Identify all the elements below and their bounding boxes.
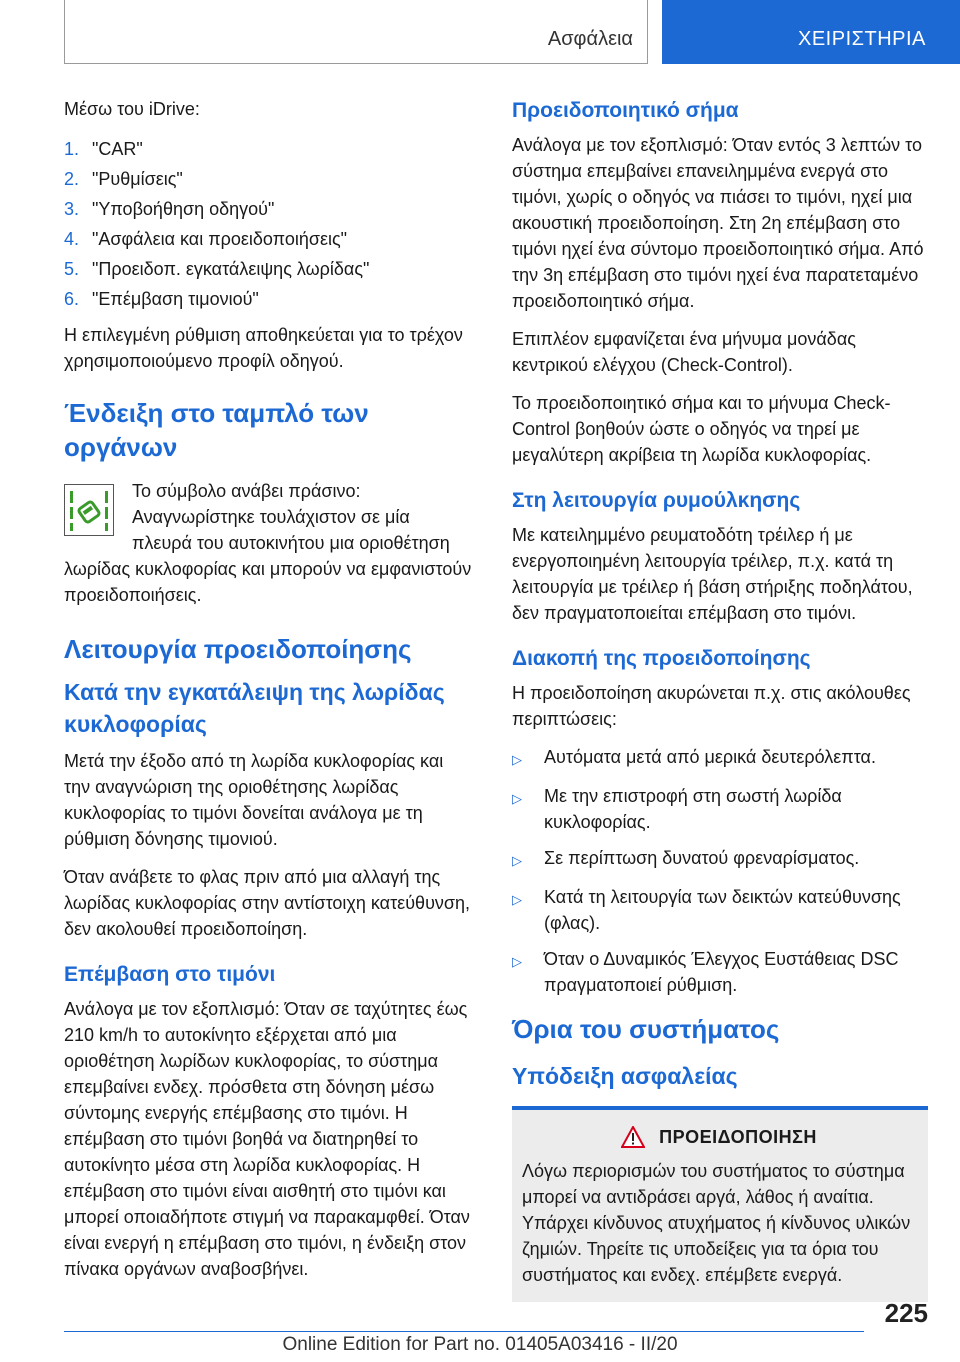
warning-title: ΠΡΟΕΙΔΟΠΟΙΗΣΗ (659, 1126, 817, 1147)
steering-heading: Επέμβαση στο τιμόνι (64, 963, 276, 986)
page-number: 225 (884, 1298, 928, 1328)
step-text: "Υποβοήθηση οδηγού" (92, 199, 275, 219)
list-item-text: Όταν ο Δυναμικός Έλεγχος Ευστάθειας DSC πραγματοποιεί ρύθμιση. (544, 949, 899, 995)
signal-heading: Προειδοποιητικό σήμα (512, 99, 739, 122)
step-text: "Επέμβαση τιμονιού" (92, 289, 259, 309)
list-item (512, 946, 928, 998)
steering-text: Ανάλογα με τον εξοπλισμό: Όταν σε ταχύτητες έως 210 km/h το αυτοκίνητο εξέρχεται από μια οριοθέτηση λωρίδων κυκλοφορίας, το σύστημα επεμβαίνει ενδεχ. πρόσθετα στη δόνηση μέσω σύντομης ενεργής επέμβασης στο τιμόνι. Η επέμβαση στο τιμόνι βοηθά να διατηρηθεί το αυτοκίνητο μέσα στη λωρίδα κυκλοφορίας. Η επέμβαση στο τιμόνι είναι αισθητή στο τιμόνι και μπορεί οποιαδήποτε στιγμή να παρακαμφθεί. Όταν είναι ενεργή η επέμβαση στο τιμόνι, η ένδειξη στον πίνακα οργάνων αναβοσβήνει. (64, 999, 470, 1279)
idrive-intro: Μέσω του iDrive: (64, 99, 200, 119)
list-item-text: Με την επιστροφή στη σωστή λωρίδα κυκλοφορίας. (544, 786, 842, 832)
list-item (512, 845, 928, 874)
menu-steps (64, 134, 474, 314)
section-box (64, 0, 648, 64)
triangle-bullet-icon: ▷ (512, 892, 522, 907)
function-heading: Λειτουργία προειδοποίησης (64, 634, 412, 664)
step-text: "CAR" (92, 139, 143, 159)
display-section (64, 478, 474, 608)
interrupt-heading: Διακοπή της προειδοποίησης (512, 647, 811, 670)
footer-divider (64, 1331, 864, 1332)
list-item-text: Κατά τη λειτουργία των δεικτών κατεύθυνσης (φλας). (544, 887, 901, 933)
section-title: Ασφάλεια (547, 28, 633, 50)
step-item (64, 164, 474, 194)
list-item (512, 884, 928, 936)
list-item (512, 744, 928, 773)
step-item (64, 134, 474, 164)
lane-departure-icon-graphic (65, 485, 113, 535)
leaving-heading: Κατά την εγκατάλειψη της λωρίδας κυκλοφορίας (64, 679, 445, 737)
leaving-paragraph-2: Όταν ανάβετε το φλας πριν από μια αλλαγή της λωρίδας κυκλοφορίας στην αντίστοιχη κατεύθυνση, δεν ακολουθεί προειδοποίηση. (64, 867, 471, 939)
triangle-bullet-icon: ▷ (512, 791, 522, 806)
signal-paragraph-3: Το προειδοποιητικό σήμα και το μήνυμα Check-Control βοηθούν ώστε ο οδηγός να τηρεί με μεγαλύτερη ακρίβεια τη λωρίδα κυκλοφορίας. (512, 393, 891, 465)
step-number: 3. (64, 199, 80, 219)
trailer-text: Με κατειλημμένο ρευματοδότη τρέιλερ ή με ενεργοποιημένη λειτουργία τρέιλερ, π.χ. κατά τη λειτουργία με τρέιλερ ή βάση στήριξης ποδηλάτου, δεν πραγματοποιείται επέμβαση στο τιμόνι. (512, 525, 913, 623)
display-heading: Ένδειξη στο ταμπλό των οργάνων (64, 398, 369, 462)
step-number: 2. (64, 169, 80, 189)
display-text: Το σύμβολο ανάβει πράσινο: Αναγνωρίστηκε τουλάχιστον σε μία πλευρά του αυτοκινήτου μια οριοθέτηση λωρίδας κυκλοφορίας και μπορούν να εμφανιστούν προειδοποιήσεις. (64, 481, 472, 605)
step-item (64, 194, 474, 224)
edition-note: Online Edition for Part no. 01405A03416 - II/20 (282, 1334, 678, 1355)
right-column (512, 96, 928, 1302)
trailer-heading: Στη λειτουργία ρυμούλκησης (512, 489, 801, 512)
list-item-text: Αυτόματα μετά από μερικά δευτερόλεπτα. (544, 747, 876, 767)
lane-departure-icon (64, 484, 114, 536)
step-text: "Προειδοπ. εγκατάλειψης λωρίδας" (92, 259, 370, 279)
page-header (0, 0, 960, 66)
step-text: "Ασφάλεια και προειδοποιήσεις" (92, 229, 348, 249)
list-item (512, 783, 928, 835)
step-item (64, 224, 474, 254)
signal-paragraph-1: Ανάλογα με τον εξοπλισμό: Όταν εντός 3 λεπτών το σύστημα επεμβαίνει επανειλημμένα ενεργά στο τιμόνι, χωρίς ο οδηγός να πιάσει το τιμόνι, ηχεί μια ακουστική προειδοποίηση. Στη 2η επέμβαση στο τιμόνι ηχεί ένα σύντομο προειδοποιητικό σήμα. Από την 3η επέμβαση στο τιμόνι ηχεί ένα παρατεταμένο προειδοποιητικό σήμα. (512, 135, 924, 311)
warning-box (512, 1106, 928, 1302)
triangle-bullet-icon: ▷ (512, 954, 522, 969)
step-text: "Ρυθμίσεις" (92, 169, 183, 189)
signal-paragraph-2: Επιπλέον εμφανίζεται ένα μήνυμα μονάδας κεντρικού ελέγχου (Check-Control). (512, 329, 856, 375)
warning-header (522, 1126, 916, 1148)
step-number: 5. (64, 259, 80, 279)
warning-triangle-icon (621, 1126, 645, 1148)
step-number: 6. (64, 289, 80, 309)
left-column (64, 96, 474, 1294)
triangle-bullet-icon: ▷ (512, 752, 522, 767)
step-number: 1. (64, 139, 80, 159)
chapter-tab: ΧΕΙΡΙΣΤΗΡΙΑ (662, 0, 960, 64)
step-item (64, 284, 474, 314)
triangle-bullet-icon: ▷ (512, 853, 522, 868)
interrupt-list (512, 744, 928, 998)
leaving-paragraph-1: Μετά την έξοδο από τη λωρίδα κυκλοφορίας και την αναγνώριση της οριοθέτησης λωρίδας κυκλοφορίας το τιμόνι δονείται ανάλογα με τη ρύθμιση δόνησης τιμονιού. (64, 751, 444, 849)
limits-heading: Όρια του συστήματος (512, 1014, 780, 1044)
safety-heading: Υπόδειξη ασφαλείας (512, 1063, 738, 1089)
list-item-text: Σε περίπτωση δυνατού φρεναρίσματος. (544, 848, 860, 868)
step-item (64, 254, 474, 284)
saved-note: Η επιλεγμένη ρύθμιση αποθηκεύεται για το τρέχον χρησιμοποιούμενο προφίλ οδηγού. (64, 325, 463, 371)
warning-text: Λόγω περιορισμών του συστήματος το σύστημα μπορεί να αντιδράσει αργά, λάθος ή αναίτια. Υπάρχει κίνδυνος ατυχήματος ή κίνδυνος υλικών ζημιών. Τηρείτε τις υποδείξεις για τα όρια του συστήματος και ενδεχ. επέμβετε ενεργά. (522, 1161, 911, 1285)
step-number: 4. (64, 229, 80, 249)
interrupt-intro: Η προειδοποίηση ακυρώνεται π.χ. στις ακόλουθες περιπτώσεις: (512, 683, 911, 729)
